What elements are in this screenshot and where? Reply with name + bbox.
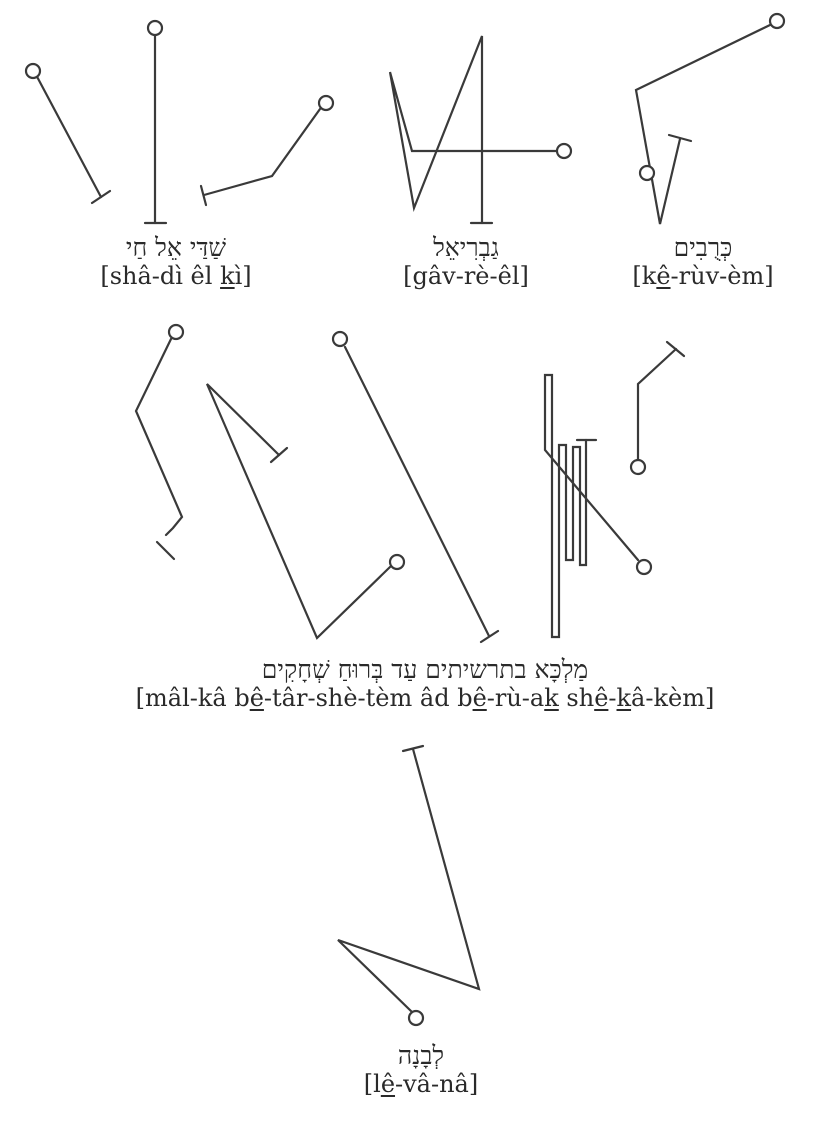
caption-keruvim — [632, 234, 773, 290]
transliteration: [kê-rùv-èm] — [632, 261, 774, 290]
hebrew-name: כְּרֻבִים — [673, 233, 733, 262]
caption-malka-betarshishim — [136, 656, 715, 712]
sigil-start-circle — [770, 14, 784, 28]
sigil-stroke — [34, 71, 101, 197]
hebrew-name: גַבְרִיאֵל — [433, 233, 499, 262]
sigil-stroke — [345, 347, 489, 636]
sigil-end-bar — [481, 631, 498, 642]
sigil-start-circle — [148, 21, 162, 35]
sigil-stroke — [545, 375, 638, 637]
caption-gavriel — [403, 234, 529, 290]
sigil-keruvim — [636, 14, 784, 224]
sigil-circle — [640, 166, 654, 180]
sigil-start-circle — [631, 460, 645, 474]
hebrew-name: לְבָנָה — [397, 1041, 445, 1070]
transliteration: [lê-vâ-nâ] — [363, 1069, 479, 1098]
sigil-start-circle — [409, 1011, 423, 1025]
sigil-end-bar — [157, 542, 174, 559]
sigil-start-circle — [557, 144, 571, 158]
transliteration: [gâv-rè-êl] — [403, 261, 529, 290]
sigil-shaddai-el-chai — [26, 21, 333, 223]
sigil-start-circle — [333, 332, 347, 346]
sigil-stroke — [136, 339, 182, 535]
sigil-malka-betarshishim — [136, 325, 684, 642]
sigil-start-circle — [390, 555, 404, 569]
sigil-start-circle — [319, 96, 333, 110]
transliteration: [shâ-dì êl kì] — [100, 261, 252, 290]
sigil-stroke — [204, 109, 320, 195]
sigil-start-circle — [169, 325, 183, 339]
hebrew-name: מַלְכָּא בתרשיתים עַד בְּרוּחַ שְׁחָקִים — [261, 655, 589, 684]
caption-shaddai-el-chai — [100, 234, 251, 290]
caption-levanah — [364, 1042, 478, 1098]
sigil-stroke — [338, 749, 479, 1012]
sigil-stroke — [638, 349, 676, 460]
sigil-levanah — [338, 746, 479, 1025]
sigil-stroke — [390, 36, 556, 223]
sigil-gavriel — [390, 36, 571, 223]
sigil-start-circle — [26, 64, 40, 78]
sigil-stroke — [207, 384, 390, 638]
hebrew-name: שַׁדַּי אֵל חַי — [125, 233, 227, 262]
sigil-start-circle — [637, 560, 651, 574]
sigil-end-bar — [92, 191, 110, 203]
transliteration: [mâl-kâ bê-târ-shè-tèm âd bê-rù-ak shê-kâ-kèm] — [135, 683, 715, 712]
sigil-stroke — [636, 25, 770, 224]
